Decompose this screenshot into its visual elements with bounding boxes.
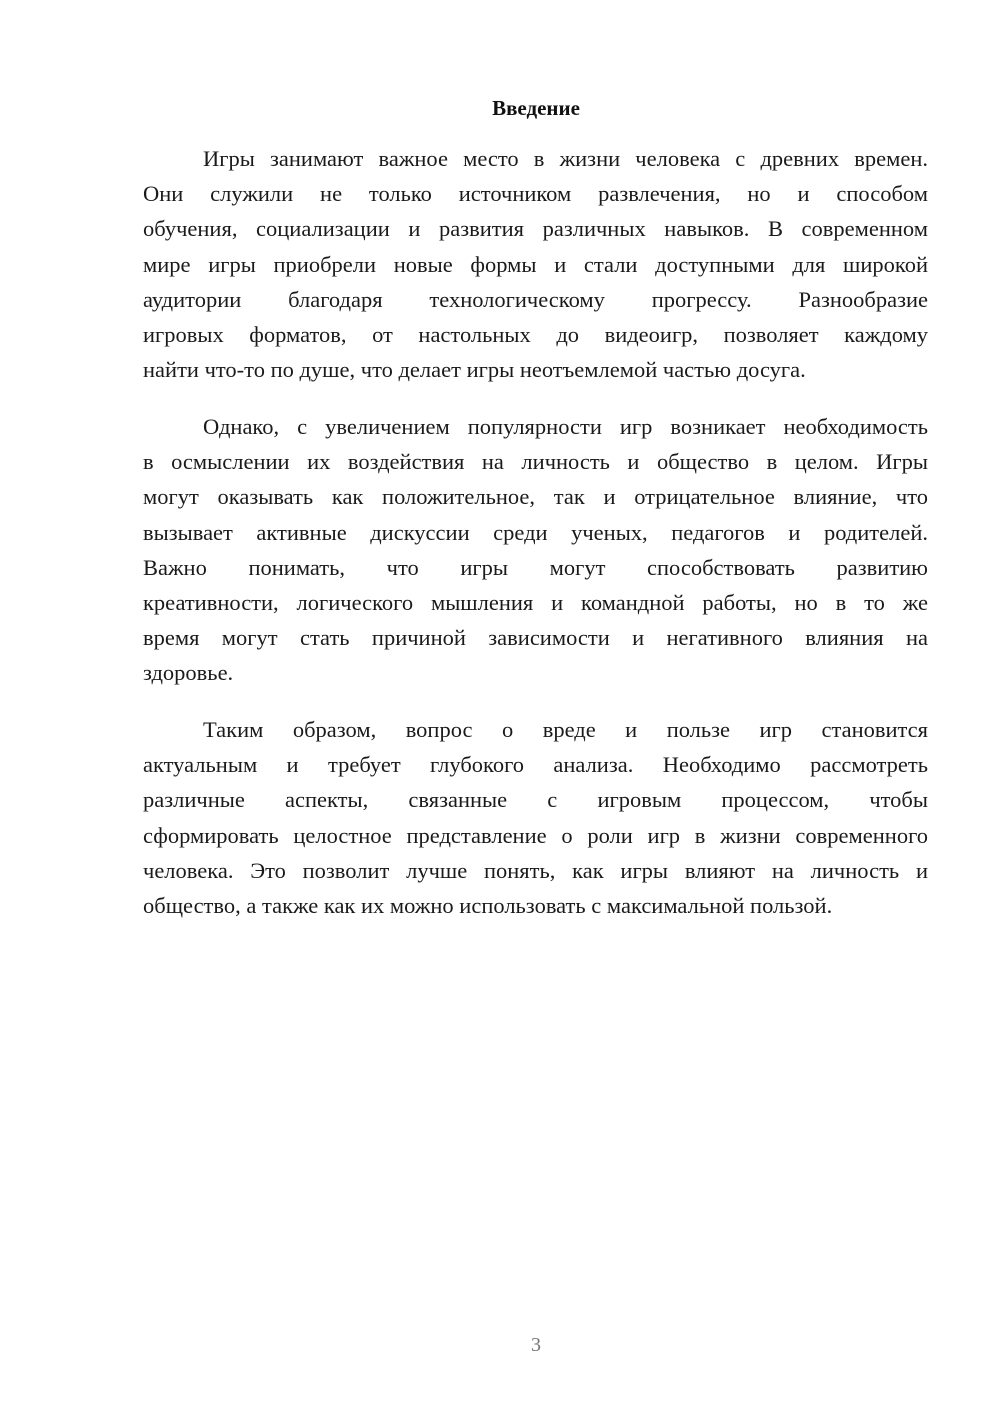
- paragraph-2: [143, 409, 928, 691]
- text-line: здоровье.: [143, 660, 234, 686]
- text-line: могут оказывать как положительное, так и отрицательное влияние, что: [143, 484, 928, 510]
- text-line: креативности, логического мышления и командной работы, но в то же: [143, 589, 928, 615]
- text-line: сформировать целостное представление о роли игр в жизни современного: [143, 822, 928, 848]
- text-line: вызывает активные дискуссии среди ученых, педагогов и родителей.: [143, 519, 928, 545]
- text-line: Таким образом, вопрос о вреде и пользе игр становится: [203, 717, 928, 742]
- text-line: мире игры приобрели новые формы и стали доступными для широкой: [143, 251, 928, 277]
- text-line: игровых форматов, от настольных до видеоигр, позволяет каждому: [143, 321, 928, 347]
- text-line: Важно понимать, что игры могут способствовать развитию: [143, 554, 928, 580]
- text-line: человека. Это позволит лучше понять, как игры влияют на личность и: [143, 857, 928, 883]
- text-line: время могут стать причиной зависимости и негативного влияния на: [143, 625, 928, 651]
- page-number: 3: [531, 1334, 541, 1356]
- text-line: Игры занимают важное место в жизни человека с древних времен.: [203, 146, 928, 171]
- text-line: в осмыслении их воздействия на личность и общество в целом. Игры: [143, 449, 928, 475]
- paragraph-3: [143, 712, 928, 923]
- text-line: найти что-то по душе, что делает игры неотъемлемой частью досуга.: [143, 357, 806, 383]
- section-title: Введение: [492, 96, 580, 120]
- text-line: аудитории благодаря технологическому прогрессу. Разнообразие: [143, 286, 928, 312]
- paragraph-1: [143, 141, 928, 387]
- text-line: Они служили не только источником развлечения, но и способом: [143, 181, 928, 207]
- text-line: общество, а также как их можно использовать с максимальной пользой.: [143, 892, 833, 918]
- text-line: различные аспекты, связанные с игровым процессом, чтобы: [143, 787, 928, 813]
- text-line: обучения, социализации и развития различных навыков. В современном: [143, 216, 928, 242]
- text-line: Однако, с увеличением популярности игр возникает необходимость: [203, 414, 928, 439]
- text-line: актуальным и требует глубокого анализа. Необходимо рассмотреть: [143, 752, 928, 778]
